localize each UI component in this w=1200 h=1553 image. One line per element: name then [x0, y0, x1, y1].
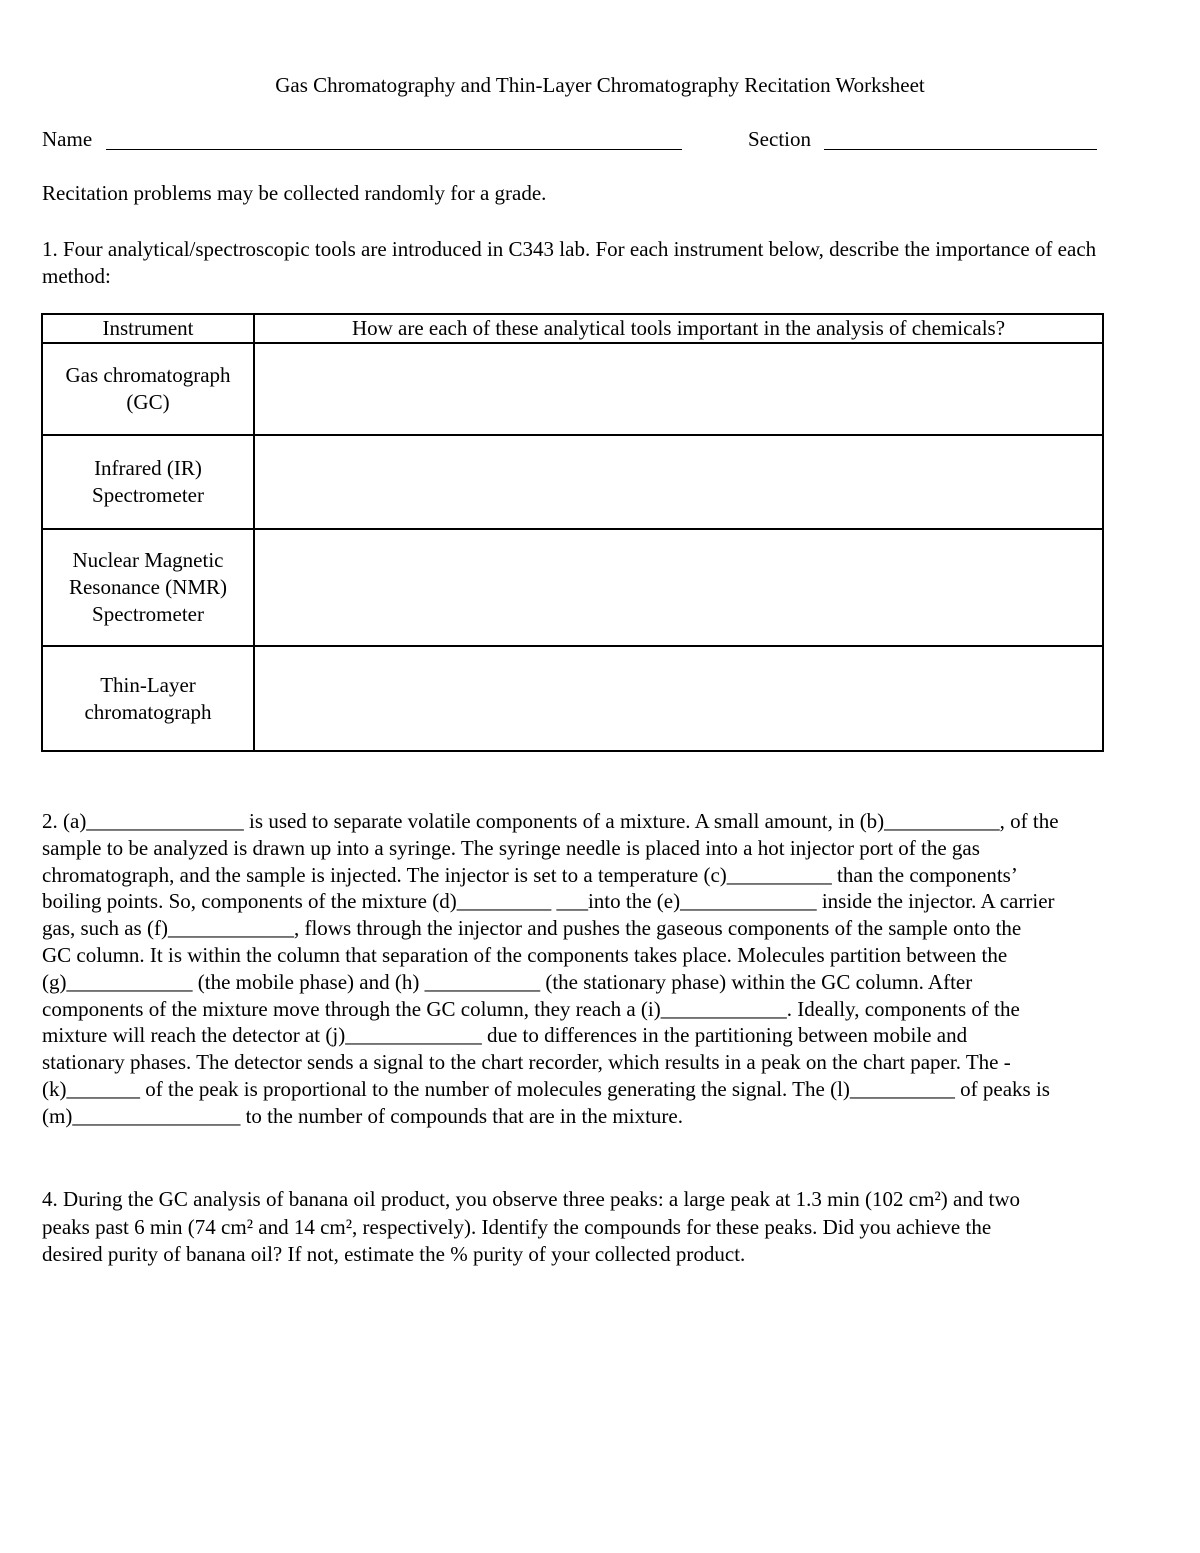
table-row	[42, 435, 1103, 529]
instrument-line: (GC)	[126, 390, 170, 414]
question-1: 1. Four analytical/spectroscopic tools are introduced in C343 lab. For each instrument below, describe the importance of each method:	[42, 237, 1097, 288]
question-2	[42, 808, 1157, 1130]
page-title: Gas Chromatography and Thin-Layer Chromatography Recitation Worksheet	[275, 73, 925, 97]
instrument-line: Gas chromatograph	[65, 363, 231, 387]
header-importance: How are each of these analytical tools important in the analysis of chemicals?	[254, 314, 1103, 343]
question-2-line: boiling points. So, components of the mixture (d)_________ ___into the (e)_____________ inside the injector. A carrier	[42, 889, 1055, 914]
section-field[interactable]	[824, 149, 1097, 150]
question-4	[42, 1186, 1157, 1269]
instrument-line: Spectrometer	[92, 483, 204, 507]
question-2-line: components of the mixture move through the GC column, they reach a (i)____________. Ideally, components of the	[42, 996, 1020, 1021]
answer-cell[interactable]	[254, 435, 1103, 529]
instrument-cell	[42, 646, 254, 751]
instrument-line: Spectrometer	[92, 602, 204, 626]
name-label: Name	[42, 127, 93, 151]
question-2-line: gas, such as (f)____________, flows through the injector and pushes the gaseous components of the sample onto the	[42, 916, 1022, 941]
question-2-line: (k)_______ of the peak is proportional to the number of molecules generating the signal. The (l)__________ of peaks is	[42, 1076, 1050, 1101]
question-4-line: desired purity of banana oil? If not, estimate the % purity of your collected product.	[42, 1242, 746, 1266]
instrument-cell	[42, 435, 254, 529]
table-row	[42, 343, 1103, 435]
section-label: Section	[748, 127, 811, 151]
instrument-line: Thin-Layer	[100, 672, 196, 697]
table-row	[42, 529, 1103, 646]
instrument-cell	[42, 343, 254, 435]
question-4-line: 4. During the GC analysis of banana oil product, you observe three peaks: a large peak at 1.3 min (102 cm²) and two	[42, 1187, 1021, 1211]
question-2-line: chromatograph, and the sample is injected. The injector is set to a temperature (c)__________ than the components’	[42, 862, 1018, 887]
question-2-line: GC column. It is within the column that separation of the components takes place. Molecules partition between the	[42, 942, 1008, 967]
instrument-line: Nuclear Magnetic	[72, 548, 224, 572]
question-4-line: peaks past 6 min (74 cm² and 14 cm², respectively). Identify the compounds for these peaks. Did you achieve the	[42, 1214, 992, 1239]
answer-cell[interactable]	[254, 529, 1103, 646]
table-row	[42, 646, 1103, 751]
question-2-line: mixture will reach the detector at (j)_____________ due to differences in the partitioning between mobile and	[42, 1023, 968, 1048]
instrument-table	[41, 313, 1104, 752]
question-2-line: 2. (a)_______________ is used to separate volatile components of a mixture. A small amount, in (b)___________, of the	[42, 809, 1059, 833]
question-2-line: sample to be analyzed is drawn up into a syringe. The syringe needle is placed into a hot injector port of the gas	[42, 835, 980, 860]
question-2-line: stationary phases. The detector sends a signal to the chart recorder, which results in a peak on the chart paper. The -	[42, 1050, 1011, 1075]
grading-note: Recitation problems may be collected randomly for a grade.	[42, 181, 547, 205]
instrument-cell	[42, 529, 254, 646]
answer-cell[interactable]	[254, 646, 1103, 751]
answer-cell[interactable]	[254, 343, 1103, 435]
header-instrument: Instrument	[42, 314, 254, 343]
table-header-row	[42, 314, 1103, 343]
name-field[interactable]	[106, 149, 682, 150]
question-2-line: (g)____________ (the mobile phase) and (h) ___________ (the stationary phase) within the GC column. After	[42, 969, 973, 994]
instrument-line: Infrared (IR)	[94, 456, 202, 480]
instrument-line: chromatograph	[84, 699, 212, 724]
instrument-line: Resonance (NMR)	[68, 575, 228, 599]
question-2-line: (m)________________ to the number of compounds that are in the mixture.	[42, 1103, 683, 1128]
